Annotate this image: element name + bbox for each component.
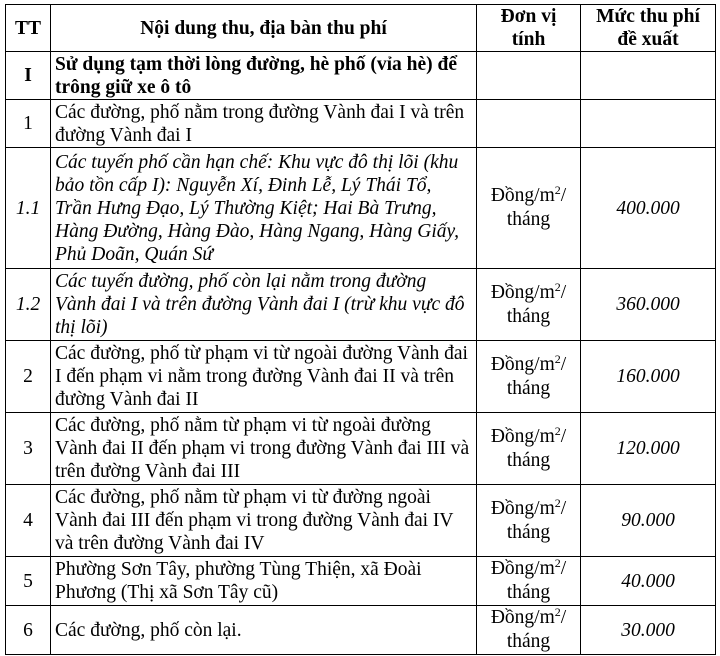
unit-exp: 2: [554, 556, 561, 570]
row-fee: 30.000: [581, 606, 716, 655]
unit-suffix: /: [560, 425, 567, 447]
unit-prefix: Đồng/m: [490, 353, 555, 375]
unit-suffix: /: [560, 607, 567, 628]
row-content: Các đường, phố nằm từ phạm vi từ đường ngoài Vành đai III đến phạm vi trong đường Vành đai IV và trên đường Vành đai IV: [51, 485, 477, 557]
unit-exp: 2: [554, 495, 561, 510]
unit-line2: tháng: [506, 377, 551, 399]
unit-suffix: /: [560, 353, 567, 375]
row-content: Các tuyến phố cần hạn chế: Khu vực đô thị lõi (khu bảo tồn cấp I): Nguyễn Xí, Đinh Lễ, Lý Thái Tổ, Trần Hưng Đạo, Lý Thường Kiệt; Hai Bà Trưng, Hàng Đường, Hàng Đào, Hàng Ngang, Hàng Giấy, Phủ Doãn, Quán Sứ: [51, 148, 477, 269]
row-fee: [581, 100, 716, 148]
row-fee: 40.000: [581, 557, 716, 606]
header-unit-line2: tính: [511, 29, 546, 50]
row-fee: 360.000: [581, 269, 716, 341]
fee-table: [5, 4, 716, 655]
row-tt: 1: [6, 100, 51, 148]
table-row: [6, 269, 716, 341]
header-unit: [477, 5, 581, 52]
unit-prefix: Đồng/m: [490, 281, 555, 303]
row-unit: [477, 148, 581, 269]
row-tt: 2: [6, 341, 51, 413]
row-fee: 120.000: [581, 413, 716, 485]
row-unit: [477, 413, 581, 485]
unit-line2: tháng: [506, 582, 551, 603]
row-fee: [581, 52, 716, 100]
unit-prefix: Đồng/m: [490, 425, 555, 447]
header-fee-line1: Mức thu phí: [596, 6, 700, 27]
row-fee: 400.000: [581, 148, 716, 269]
row-content: Các đường, phố nằm trong đường Vành đai I và trên đường Vành đai I: [51, 100, 477, 148]
row-tt: 1.2: [6, 269, 51, 341]
row-tt: 3: [6, 413, 51, 485]
row-unit: [477, 52, 581, 100]
header-row: [6, 5, 716, 52]
unit-exp: 2: [554, 605, 561, 619]
row-content: Các tuyến đường, phố còn lại nằm trong đường Vành đai I và trên đường Vành đai I (trừ khu vực đô thị lõi): [51, 269, 477, 341]
row-content: Sử dụng tạm thời lòng đường, hè phố (vỉa hè) để trông giữ xe ô tô: [51, 52, 477, 100]
row-tt: 1.1: [6, 148, 51, 269]
row-tt: I: [6, 52, 51, 100]
table-row: [6, 413, 716, 485]
row-content: Các đường, phố nằm từ phạm vi từ ngoài đường Vành đai II đến phạm vi trong đường Vành đai III và trên đường Vành đai III: [51, 413, 477, 485]
unit-suffix: /: [560, 281, 567, 303]
row-tt: 4: [6, 485, 51, 557]
table-row: [6, 148, 716, 269]
unit-exp: 2: [554, 423, 561, 438]
table-row: [6, 341, 716, 413]
header-fee-line2: đề xuất: [617, 29, 679, 50]
header-tt: TT: [6, 5, 51, 52]
header-content: Nội dung thu, địa bàn thu phí: [51, 5, 477, 52]
unit-prefix: Đồng/m: [490, 558, 555, 579]
row-content: Các đường, phố từ phạm vi từ ngoài đường Vành đai I đến phạm vi nằm trong đường Vành đai II và trên đường Vành đai II: [51, 341, 477, 413]
row-content: Các đường, phố còn lại.: [51, 606, 477, 655]
unit-prefix: Đồng/m: [490, 185, 555, 206]
unit-exp: 2: [554, 279, 561, 294]
row-tt: 6: [6, 606, 51, 655]
unit-suffix: /: [560, 558, 567, 579]
unit-prefix: Đồng/m: [490, 607, 555, 628]
row-tt: 5: [6, 557, 51, 606]
row-content: Phường Sơn Tây, phường Tùng Thiện, xã Đoài Phương (Thị xã Sơn Tây cũ): [51, 557, 477, 606]
table-row: [6, 485, 716, 557]
row-unit: [477, 269, 581, 341]
row-fee: 90.000: [581, 485, 716, 557]
unit-prefix: Đồng/m: [490, 497, 555, 519]
row-unit: [477, 606, 581, 655]
unit-line2: tháng: [506, 631, 551, 652]
row-unit: [477, 557, 581, 606]
row-unit: [477, 100, 581, 148]
unit-exp: 2: [554, 183, 561, 197]
header-unit-line1: Đơn vị: [500, 6, 557, 27]
unit-line2: tháng: [506, 449, 551, 471]
row-fee: 160.000: [581, 341, 716, 413]
table-row: [6, 52, 716, 100]
table-row: [6, 557, 716, 606]
table-row: [6, 606, 716, 655]
unit-suffix: /: [560, 497, 567, 519]
header-fee: [581, 5, 716, 52]
row-unit: [477, 485, 581, 557]
unit-exp: 2: [554, 351, 561, 366]
unit-suffix: /: [560, 185, 567, 206]
unit-line2: tháng: [506, 521, 551, 543]
unit-line2: tháng: [506, 305, 551, 327]
row-unit: [477, 341, 581, 413]
unit-line2: tháng: [506, 209, 551, 230]
table-row: [6, 100, 716, 148]
